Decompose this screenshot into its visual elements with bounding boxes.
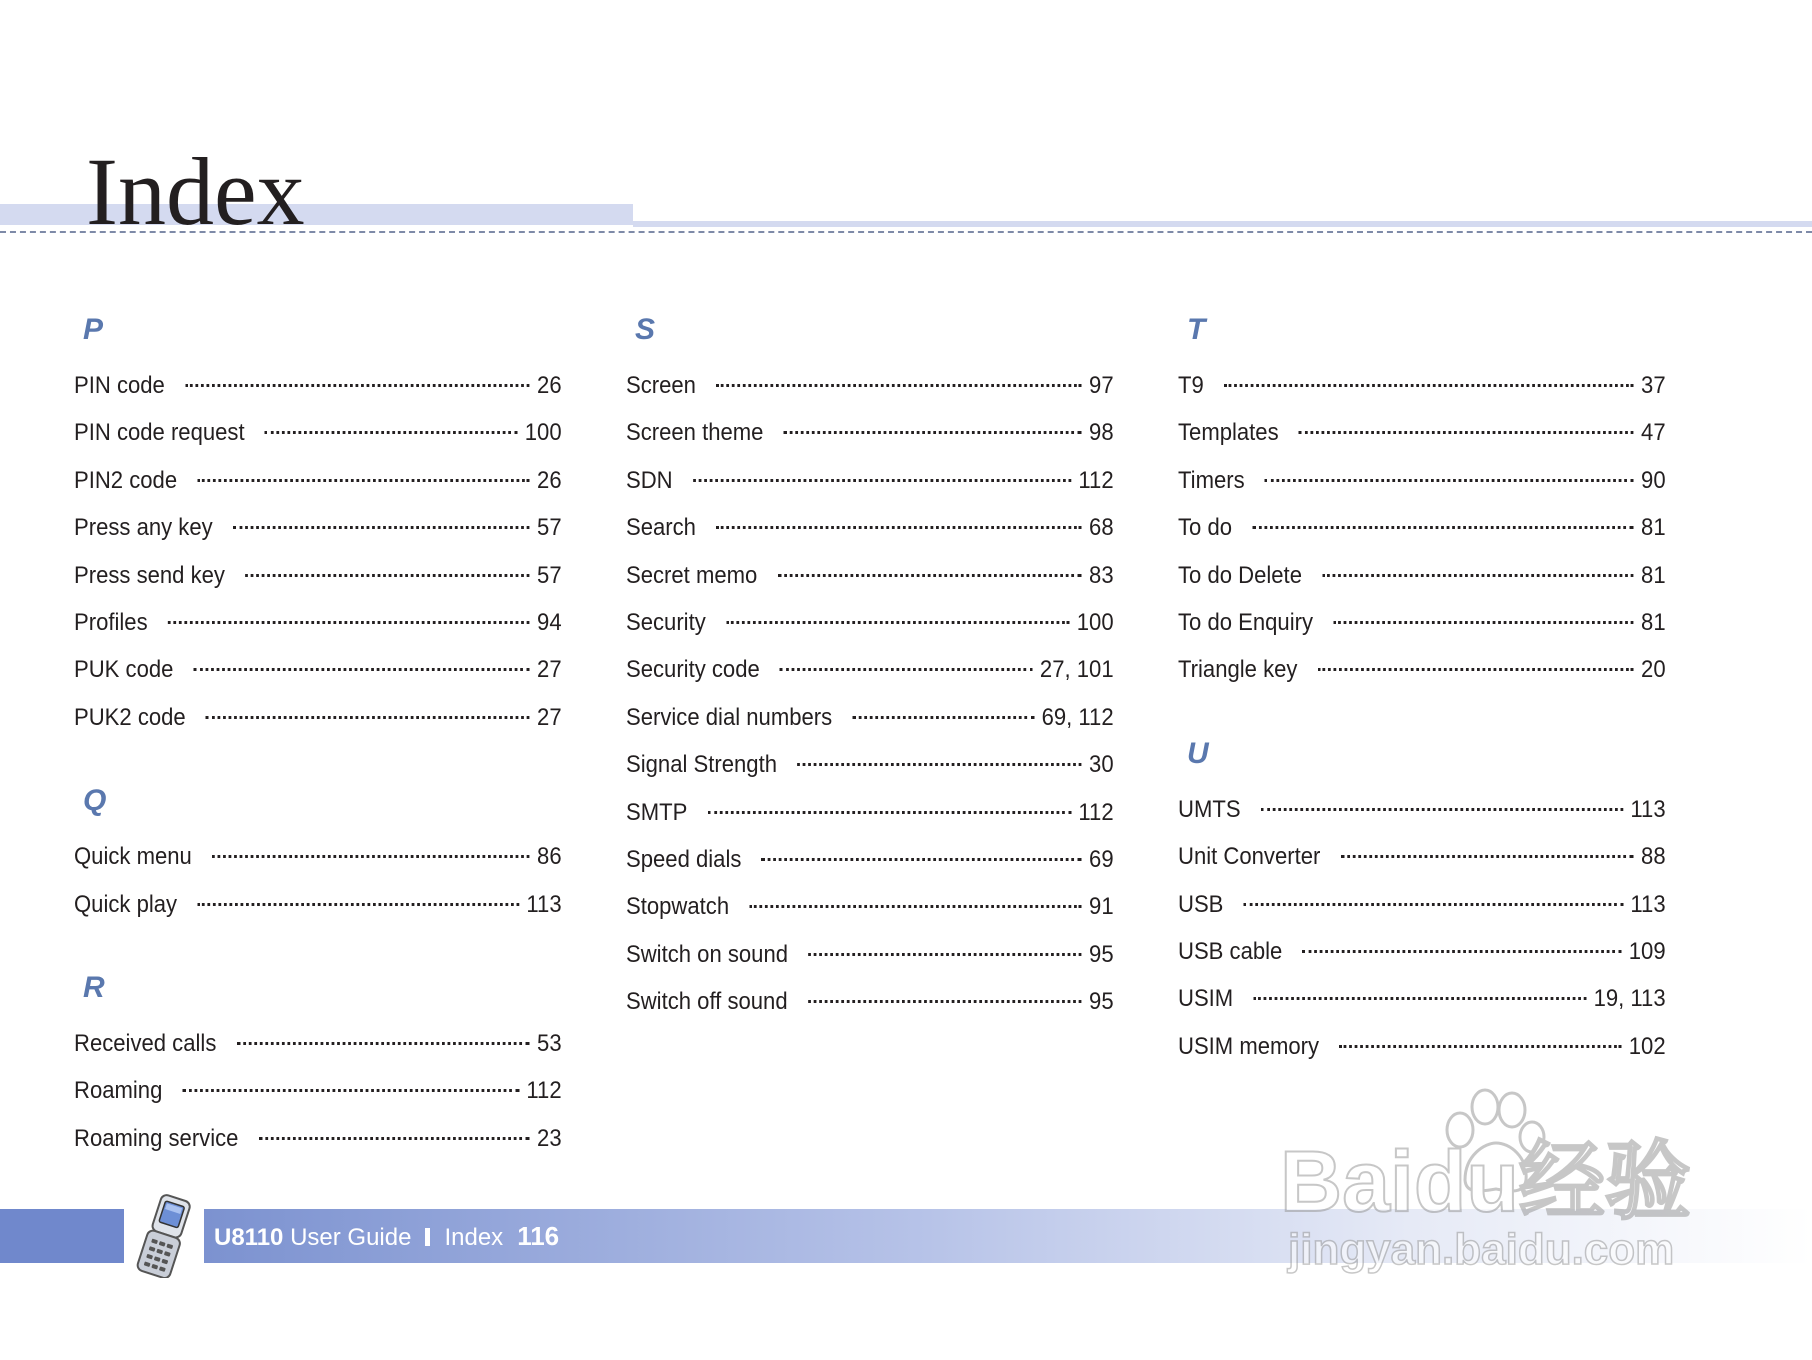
dot-leader xyxy=(852,716,1034,719)
dot-leader xyxy=(1322,574,1633,577)
entry-term: To do xyxy=(1178,514,1233,542)
index-entry xyxy=(626,646,1114,693)
index-entry xyxy=(1178,457,1666,504)
entry-page: 112 xyxy=(1078,798,1114,826)
entry-term: Service dial numbers xyxy=(626,703,833,731)
entry-page: 30 xyxy=(1089,751,1114,779)
dot-leader xyxy=(762,858,1082,861)
index-section-s xyxy=(626,298,1114,1025)
entry-page: 90 xyxy=(1641,466,1666,494)
entry-page: 20 xyxy=(1641,656,1666,684)
entry-term: Screen theme xyxy=(626,419,764,447)
entry-term: USIM memory xyxy=(1178,1032,1320,1060)
index-entry xyxy=(74,833,562,880)
entry-page: 97 xyxy=(1089,372,1114,399)
entry-page: 95 xyxy=(1089,940,1114,968)
entry-page: 68 xyxy=(1089,514,1114,542)
footer-accent-block xyxy=(0,1209,124,1263)
dot-leader xyxy=(784,431,1082,434)
entry-page: 69, 112 xyxy=(1041,703,1114,731)
entry-term: Press any key xyxy=(74,514,213,542)
footer-caption xyxy=(214,1209,559,1263)
index-entry xyxy=(1178,552,1666,599)
dot-leader xyxy=(197,479,529,482)
entry-term: To do Enquiry xyxy=(1178,608,1314,636)
footer-section: Index xyxy=(444,1224,504,1251)
entry-term: SMTP xyxy=(626,798,688,826)
entry-page: 100 xyxy=(1076,608,1114,636)
entry-term: Roaming xyxy=(74,1077,163,1105)
index-entry xyxy=(626,457,1114,504)
entry-term: Search xyxy=(626,514,696,542)
entry-term: PIN code xyxy=(74,372,165,399)
dot-leader xyxy=(237,1042,530,1045)
entry-page: 27 xyxy=(537,703,562,731)
entry-page: 26 xyxy=(537,466,562,494)
page-title: Index xyxy=(86,138,305,245)
dot-leader xyxy=(716,526,1081,529)
index-entry xyxy=(626,552,1114,599)
footer-separator xyxy=(425,1228,430,1246)
index-entry xyxy=(626,789,1114,836)
dot-leader xyxy=(1318,668,1634,671)
index-entry xyxy=(74,1067,562,1114)
dot-leader xyxy=(233,526,530,529)
entry-page: 26 xyxy=(537,372,562,399)
dot-leader xyxy=(1265,479,1634,482)
entry-page: 81 xyxy=(1641,514,1666,542)
index-column-3 xyxy=(1178,298,1666,1098)
index-entry xyxy=(1178,786,1666,833)
entry-term: Switch off sound xyxy=(626,988,788,1016)
entry-page: 57 xyxy=(537,561,562,589)
dot-leader xyxy=(259,1137,530,1140)
dot-leader xyxy=(708,811,1071,814)
dot-leader xyxy=(206,716,530,719)
dot-leader xyxy=(726,621,1069,624)
index-entry xyxy=(1178,1023,1666,1070)
index-section-r xyxy=(74,956,562,1162)
entry-term: Signal Strength xyxy=(626,751,777,779)
dot-leader xyxy=(797,763,1081,766)
dot-leader xyxy=(183,1089,519,1092)
footer-model: U8110 xyxy=(214,1224,284,1251)
entry-term: Switch on sound xyxy=(626,940,789,968)
dot-leader xyxy=(778,574,1082,577)
dot-leader xyxy=(245,574,529,577)
entry-page: 113 xyxy=(1630,890,1666,918)
dot-leader xyxy=(1341,855,1634,858)
entry-page: 23 xyxy=(537,1124,562,1152)
entry-term: Secret memo xyxy=(626,561,758,589)
entry-term: PIN code request xyxy=(74,419,245,447)
entry-page: 69 xyxy=(1089,845,1114,873)
index-entry xyxy=(1178,504,1666,551)
index-entry xyxy=(626,362,1114,409)
index-entry xyxy=(626,741,1114,788)
dot-leader xyxy=(168,621,530,624)
entry-page: 53 xyxy=(537,1029,562,1057)
section-letter: P xyxy=(83,313,104,346)
entry-term: Triangle key xyxy=(1178,656,1298,684)
dot-leader xyxy=(1303,950,1622,953)
index-entry xyxy=(626,504,1114,551)
index-entry xyxy=(626,836,1114,883)
baidu-watermark xyxy=(1280,1085,1710,1285)
entry-page: 37 xyxy=(1641,372,1666,399)
index-section-t xyxy=(1178,298,1666,694)
entry-page: 102 xyxy=(1628,1032,1666,1060)
watermark-url: jingyan.baidu.com xyxy=(1288,1225,1675,1274)
entry-term: Unit Converter xyxy=(1178,843,1321,871)
entry-page: 113 xyxy=(1630,795,1666,823)
entry-term: USB xyxy=(1178,890,1224,918)
entry-page: 83 xyxy=(1089,561,1114,589)
entry-page: 27, 101 xyxy=(1039,656,1114,684)
entry-term: Security xyxy=(626,608,706,636)
dot-leader xyxy=(1339,1045,1621,1048)
index-section-p xyxy=(74,298,562,741)
section-letter: Q xyxy=(83,784,107,818)
entry-term: Timers xyxy=(1178,466,1245,494)
index-column-2 xyxy=(626,298,1114,1053)
flip-phone-icon xyxy=(128,1192,200,1278)
entry-term: UMTS xyxy=(1178,795,1241,823)
entry-page: 112 xyxy=(1078,466,1114,494)
entry-page: 27 xyxy=(537,656,562,684)
index-entry xyxy=(1178,362,1666,409)
dot-leader xyxy=(780,668,1033,671)
watermark-brand: Baidu经验 xyxy=(1280,1134,1691,1230)
index-entry xyxy=(74,362,562,409)
dot-leader xyxy=(1244,903,1623,906)
entry-page: 112 xyxy=(526,1077,562,1105)
dot-leader xyxy=(1224,384,1634,387)
dot-leader xyxy=(693,479,1071,482)
index-entry xyxy=(74,409,562,456)
entry-page: 19, 113 xyxy=(1593,985,1666,1013)
index-entry xyxy=(74,457,562,504)
index-entry xyxy=(626,599,1114,646)
footer-guide: User Guide xyxy=(290,1224,412,1251)
entry-term: Security code xyxy=(626,656,760,684)
dot-leader xyxy=(1261,808,1623,811)
entry-term: PUK2 code xyxy=(74,703,186,731)
index-entry xyxy=(74,1115,562,1162)
dot-leader xyxy=(1299,431,1634,434)
entry-term: Roaming service xyxy=(74,1124,239,1152)
index-entry xyxy=(1178,646,1666,693)
entry-term: PUK code xyxy=(74,656,174,684)
entry-page: 95 xyxy=(1089,988,1114,1016)
entry-page: 109 xyxy=(1628,937,1666,965)
entry-page: 47 xyxy=(1641,419,1666,447)
entry-page: 98 xyxy=(1089,419,1114,447)
dot-leader xyxy=(808,1000,1082,1003)
entry-term: Speed dials xyxy=(626,845,742,873)
index-entry xyxy=(1178,928,1666,975)
entry-page: 88 xyxy=(1641,843,1666,871)
entry-term: PIN2 code xyxy=(74,466,178,494)
entry-page: 100 xyxy=(524,419,562,447)
dot-leader xyxy=(749,905,1081,908)
entry-term: Quick play xyxy=(74,890,178,918)
section-letter: S xyxy=(635,313,656,346)
entry-term: To do Delete xyxy=(1178,561,1302,589)
dot-leader xyxy=(1253,997,1586,1000)
entry-page: 86 xyxy=(537,843,562,871)
entry-page: 94 xyxy=(537,608,562,636)
dot-leader xyxy=(265,431,518,434)
index-entry xyxy=(74,552,562,599)
entry-term: Templates xyxy=(1178,419,1279,447)
index-entry xyxy=(74,599,562,646)
index-entry xyxy=(626,978,1114,1025)
index-section-u xyxy=(1178,722,1666,1070)
entry-term: USB cable xyxy=(1178,937,1283,965)
section-letter: U xyxy=(1187,736,1209,770)
entry-page: 113 xyxy=(526,890,562,918)
entry-term: Press send key xyxy=(74,561,225,589)
dot-leader xyxy=(194,668,530,671)
entry-page: 57 xyxy=(537,514,562,542)
entry-page: 81 xyxy=(1641,608,1666,636)
index-entry xyxy=(1178,881,1666,928)
index-column-1 xyxy=(74,298,562,1190)
entry-term: Screen xyxy=(626,372,696,399)
entry-term: USIM xyxy=(1178,985,1234,1013)
index-entry xyxy=(626,883,1114,930)
index-entry xyxy=(626,931,1114,978)
index-section-q xyxy=(74,769,562,928)
index-entry xyxy=(74,694,562,741)
index-entry xyxy=(74,881,562,928)
dot-leader xyxy=(1252,526,1633,529)
entry-page: 81 xyxy=(1641,561,1666,589)
entry-term: Stopwatch xyxy=(626,893,730,921)
title-rule-bar xyxy=(633,221,1812,227)
entry-term: Profiles xyxy=(74,608,148,636)
section-letter: T xyxy=(1187,313,1206,346)
index-entry xyxy=(74,504,562,551)
entry-term: SDN xyxy=(626,466,673,494)
dot-leader xyxy=(197,903,519,906)
dot-leader xyxy=(716,384,1081,387)
index-entry xyxy=(626,694,1114,741)
entry-term: Received calls xyxy=(74,1029,217,1057)
entry-term: Quick menu xyxy=(74,843,192,871)
index-entry xyxy=(74,646,562,693)
index-entry xyxy=(1178,975,1666,1022)
dot-leader xyxy=(1333,621,1633,624)
index-entry xyxy=(74,1020,562,1067)
dot-leader xyxy=(185,384,530,387)
index-entry xyxy=(1178,833,1666,880)
entry-term: T9 xyxy=(1178,372,1204,399)
footer-page-number: 116 xyxy=(517,1221,560,1251)
dot-leader xyxy=(808,953,1081,956)
section-letter: R xyxy=(83,970,105,1004)
index-entry xyxy=(1178,409,1666,456)
entry-page: 91 xyxy=(1089,893,1114,921)
dot-leader xyxy=(212,855,530,858)
index-entry xyxy=(1178,599,1666,646)
index-entry xyxy=(626,409,1114,456)
